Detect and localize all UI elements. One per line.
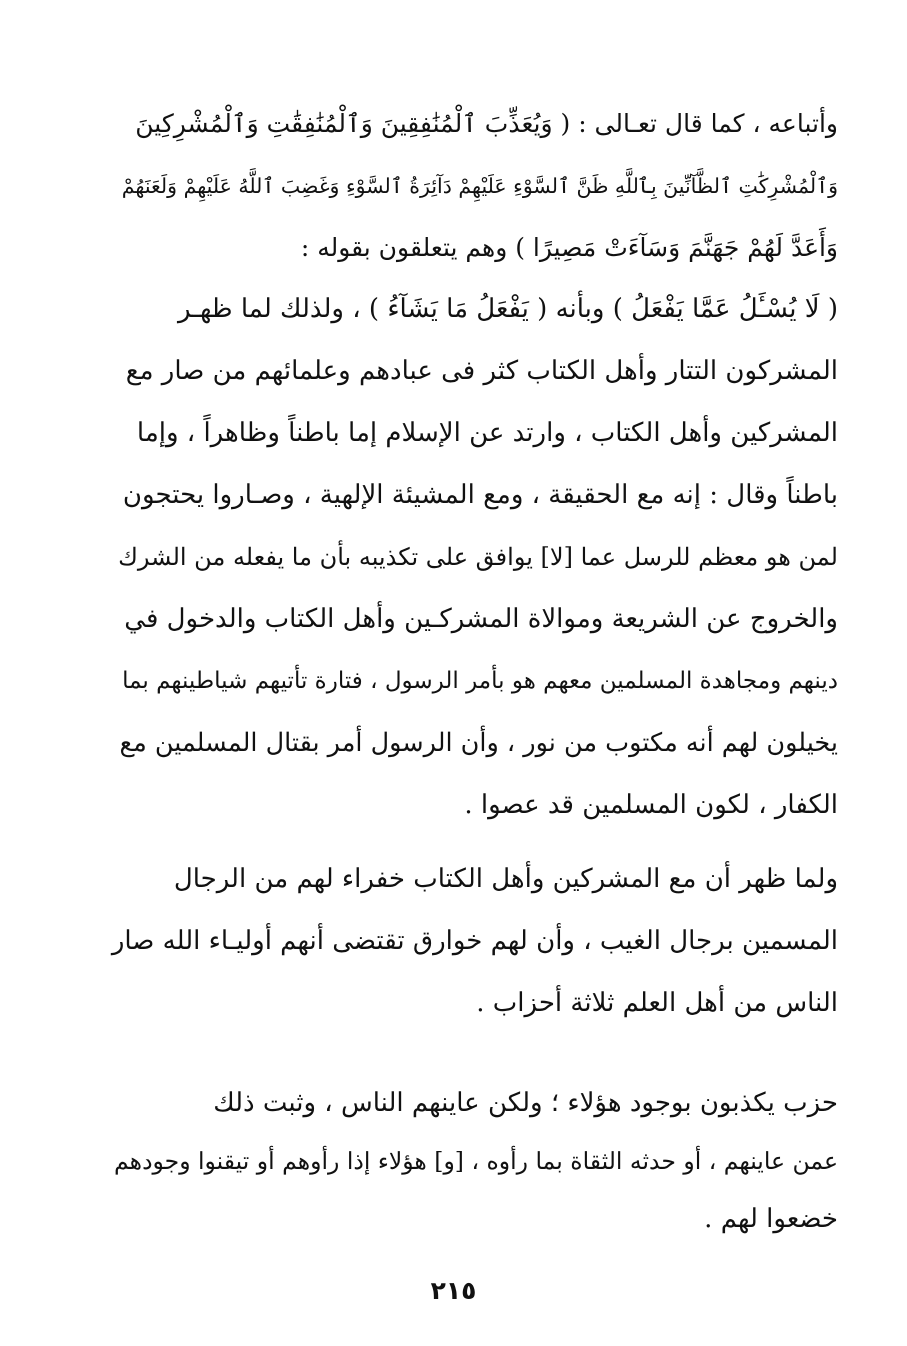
text-line: خضعوا لهم . xyxy=(704,1204,838,1234)
text-line: دينهم ومجاهدة المسلمين معهم هو بأمر الرسول ، فتارة تأتيهم شياطينهم بما xyxy=(122,668,838,694)
text-line: وَأَعَدَّ لَهُمْ جَهَنَّمَ وَسَآءَتْ مَصِيرًا ) وهم يتعلقون بقوله : xyxy=(300,233,838,262)
text-line: والخروج عن الشريعة وموالاة المشركـين وأهل الكتاب والدخول في xyxy=(124,604,838,634)
paragraph-2 xyxy=(108,848,838,1034)
text-line: يخيلون لهم أنه مكتوب من نور ، وأن الرسول أمر بقتال المسلمين مع xyxy=(119,728,838,758)
paragraph-3 xyxy=(108,1074,838,1248)
text-line: ( لَا يُسْـَٔلُ عَمَّا يَفْعَلُ ) وبأنه ( يَفْعَلُ مَا يَشَآءُ ) ، ولذلك لما ظهـر xyxy=(177,294,838,324)
text-line: حزب يكذبون بوجود هؤلاء ؛ ولكن عاينهم الناس ، وثبت ذلك xyxy=(213,1088,838,1118)
text-line: الناس من أهل العلم ثلاثة أحزاب . xyxy=(476,988,838,1018)
text-line: عمن عاينهم ، أو حدثه الثقاة بما رأوه ، [و] هؤلاء إذا رأوهم أو تيقنوا وجودهم xyxy=(114,1147,838,1175)
paragraph-1 xyxy=(108,92,838,836)
text-line: لمن هو معظم للرسل عما [لا] يوافق على تكذيبه بأن ما يفعله من الشرك xyxy=(118,543,838,571)
text-line: ولما ظهر أن مع المشركين وأهل الكتاب خفراء لهم من الرجال xyxy=(173,864,838,894)
text-line: باطناً وقال : إنه مع الحقيقة ، ومع المشيئة الإلهية ، وصـاروا يحتجون xyxy=(122,480,838,510)
text-line: الكفار ، لكون المسلمين قد عصوا . xyxy=(464,790,838,820)
page-number: ٢١٥ xyxy=(430,1276,477,1305)
text-line: وأتباعه ، كما قال تعـالى : ( وَيُعَذِّبَ ٱلْمُنَٰفِقِينَ وَٱلْمُنَٰفِقَٰتِ وَٱلْمُشْرِكِينَ xyxy=(135,109,838,138)
text-line: وَٱلْمُشْرِكَٰتِ ٱلظَّآنِّينَ بِٱللَّهِ ظَنَّ ٱلسَّوْءِ عَلَيْهِمْ دَآئِرَةُ ٱلسَّوْءِ وَغَضِبَ ٱللَّهُ عَلَيْهِمْ وَلَعَنَهُمْ xyxy=(121,174,838,198)
text-line: المسمين برجال الغيب ، وأن لهم خوارق تقتضى أنهم أوليـاء الله صار xyxy=(111,926,838,956)
text-line: المشركون التتار وأهل الكتاب كثر فى عبادهم وعلمائهم من صار مع xyxy=(125,356,838,386)
text-line: المشركين وأهل الكتاب ، وارتد عن الإسلام إما باطناً وظاهراً ، وإما xyxy=(136,418,838,448)
